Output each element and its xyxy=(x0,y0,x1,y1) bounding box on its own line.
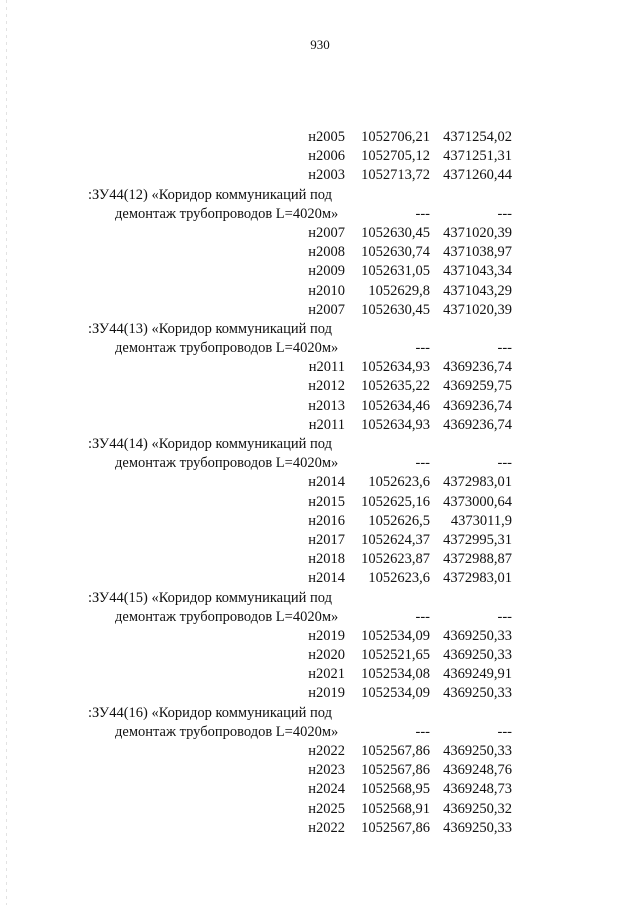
dash-x: --- xyxy=(415,608,430,625)
coordinate-row xyxy=(0,473,640,492)
y-coordinate: 4371254,02 xyxy=(443,129,512,145)
parcel-title-row xyxy=(0,589,640,608)
coordinate-row xyxy=(0,224,640,243)
y-coordinate: 4369236,74 xyxy=(443,397,512,414)
parcel-title: :ЗУ44(12) «Коридор коммуникаций под xyxy=(88,186,332,203)
dash-x: --- xyxy=(415,340,430,357)
dash-x: --- xyxy=(415,455,430,472)
point-name: н2022 xyxy=(308,743,345,759)
coordinate-row xyxy=(0,550,640,569)
x-coordinate: 1052635,22 xyxy=(361,378,430,395)
x-coordinate: 1052630,45 xyxy=(361,224,430,241)
y-coordinate: 4369248,73 xyxy=(443,781,512,798)
y-coordinate: 4369250,33 xyxy=(443,743,512,759)
point-name: н2014 xyxy=(308,570,345,587)
page-number: 930 xyxy=(310,37,330,52)
point-name: н2010 xyxy=(308,282,345,299)
coordinate-row xyxy=(0,358,640,377)
x-coordinate: 1052623,87 xyxy=(361,551,430,568)
point-name: н2022 xyxy=(308,819,345,836)
y-coordinate: 4369250,32 xyxy=(443,800,512,817)
parcel-title: :ЗУ44(15) «Коридор коммуникаций под xyxy=(88,589,332,606)
coordinate-row xyxy=(0,377,640,396)
point-name: н2021 xyxy=(308,666,345,683)
y-coordinate: 4371260,44 xyxy=(443,167,512,184)
parcel-subtitle-row xyxy=(0,454,640,473)
point-name: н2017 xyxy=(308,531,345,548)
point-name: н2013 xyxy=(308,397,345,414)
y-coordinate: 4372995,31 xyxy=(443,531,512,548)
parcel-subtitle: демонтаж трубопроводов L=4020м» xyxy=(115,723,339,740)
coordinate-row xyxy=(0,569,640,588)
parcel-title-row xyxy=(0,320,640,339)
x-coordinate: 1052626,5 xyxy=(368,512,430,529)
x-coordinate: 1052568,95 xyxy=(361,781,430,798)
point-name: н2023 xyxy=(308,762,345,779)
coordinate-row xyxy=(0,512,640,531)
coordinate-row xyxy=(0,243,640,262)
parcel-title-row xyxy=(0,186,640,205)
dash-y: --- xyxy=(497,608,512,625)
y-coordinate: 4369250,33 xyxy=(443,647,512,664)
point-name: н2007 xyxy=(308,224,345,241)
point-name: н2019 xyxy=(308,627,345,644)
y-coordinate: 4373000,64 xyxy=(443,493,512,510)
parcel-subtitle-row xyxy=(0,339,640,358)
x-coordinate: 1052705,12 xyxy=(361,148,430,165)
dash-y: --- xyxy=(497,340,512,357)
point-name: н2009 xyxy=(308,263,345,280)
point-name: н2011 xyxy=(308,359,345,376)
x-coordinate: 1052534,09 xyxy=(361,685,430,702)
x-coordinate: 1052629,8 xyxy=(368,282,430,299)
parcel-subtitle-row xyxy=(0,608,640,627)
parcel-title: :ЗУ44(13) «Коридор коммуникаций под xyxy=(88,320,332,337)
x-coordinate: 1052706,21 xyxy=(361,129,430,145)
y-coordinate: 4371043,34 xyxy=(443,263,512,280)
parcel-subtitle: демонтаж трубопроводов L=4020м» xyxy=(115,608,339,625)
parcel-block xyxy=(0,435,640,589)
x-coordinate: 1052713,72 xyxy=(361,167,430,184)
parcel-title-row xyxy=(0,704,640,723)
x-coordinate: 1052567,86 xyxy=(361,743,430,759)
parcel-subtitle-row xyxy=(0,205,640,224)
y-coordinate: 4369249,91 xyxy=(443,666,512,683)
x-coordinate: 1052624,37 xyxy=(361,531,430,548)
coordinate-row xyxy=(0,282,640,301)
dash-x: --- xyxy=(415,723,430,740)
coordinate-row xyxy=(0,627,640,646)
point-name: н2008 xyxy=(308,244,345,261)
parcel-block xyxy=(0,320,640,435)
x-coordinate: 1052567,86 xyxy=(361,762,430,779)
x-coordinate: 1052634,93 xyxy=(361,359,430,376)
point-name: н2005 xyxy=(308,129,345,145)
coordinate-row xyxy=(0,301,640,320)
y-coordinate: 4369248,76 xyxy=(443,762,512,779)
point-name: н2014 xyxy=(308,474,345,491)
parcel-subtitle: демонтаж трубопроводов L=4020м» xyxy=(115,205,339,222)
x-coordinate: 1052625,16 xyxy=(361,493,430,510)
y-coordinate: 4372983,01 xyxy=(443,474,512,491)
x-coordinate: 1052634,93 xyxy=(361,416,430,433)
point-name: н2007 xyxy=(308,301,345,318)
y-coordinate: 4369250,33 xyxy=(443,627,512,644)
coordinate-row xyxy=(0,684,640,703)
y-coordinate: 4373011,9 xyxy=(450,512,512,529)
parcel-block xyxy=(0,186,640,320)
y-coordinate: 4371020,39 xyxy=(443,301,512,318)
coordinate-row xyxy=(0,531,640,550)
x-coordinate: 1052630,74 xyxy=(361,244,430,261)
point-name: н2012 xyxy=(308,378,345,395)
x-coordinate: 1052568,91 xyxy=(361,800,430,817)
coordinate-row xyxy=(0,646,640,665)
point-name: н2011 xyxy=(308,416,345,433)
dash-y: --- xyxy=(497,205,512,222)
parcel-block xyxy=(0,704,640,838)
point-name: н2016 xyxy=(308,512,345,529)
coordinate-row xyxy=(0,128,640,147)
y-coordinate: 4372983,01 xyxy=(443,570,512,587)
parcel-subtitle: демонтаж трубопроводов L=4020м» xyxy=(115,455,339,472)
parcel-title: :ЗУ44(16) «Коридор коммуникаций под xyxy=(88,704,332,721)
x-coordinate: 1052623,6 xyxy=(368,474,430,491)
parcel-block xyxy=(0,128,640,186)
parcel-block xyxy=(0,589,640,704)
coordinate-row xyxy=(0,761,640,780)
y-coordinate: 4369236,74 xyxy=(443,416,512,433)
point-name: н2019 xyxy=(308,685,345,702)
parcel-title: :ЗУ44(14) «Коридор коммуникаций под xyxy=(88,436,332,452)
coordinate-row xyxy=(0,819,640,838)
point-name: н2003 xyxy=(308,167,345,184)
coordinate-row xyxy=(0,416,640,435)
y-coordinate: 4369236,74 xyxy=(443,359,512,376)
y-coordinate: 4371038,97 xyxy=(443,244,512,261)
parcel-subtitle: демонтаж трубопроводов L=4020м» xyxy=(115,340,339,357)
coordinate-row xyxy=(0,800,640,819)
point-name: н2018 xyxy=(308,551,345,568)
coordinate-row xyxy=(0,166,640,185)
x-coordinate: 1052567,86 xyxy=(361,819,430,836)
y-coordinate: 4369259,75 xyxy=(443,378,512,395)
point-name: н2024 xyxy=(308,781,345,798)
coordinate-row xyxy=(0,665,640,684)
coordinates-listing xyxy=(0,128,640,838)
coordinate-row xyxy=(0,780,640,799)
y-coordinate: 4371020,39 xyxy=(443,224,512,241)
point-name: н2006 xyxy=(308,148,345,165)
x-coordinate: 1052534,08 xyxy=(361,666,430,683)
x-coordinate: 1052521,65 xyxy=(361,647,430,664)
dash-y: --- xyxy=(497,455,512,472)
x-coordinate: 1052634,46 xyxy=(361,397,430,414)
point-name: н2015 xyxy=(308,493,345,510)
x-coordinate: 1052623,6 xyxy=(368,570,430,587)
point-name: н2020 xyxy=(308,647,345,664)
y-coordinate: 4369250,33 xyxy=(443,685,512,702)
y-coordinate: 4369250,33 xyxy=(443,819,512,836)
parcel-title-row xyxy=(0,435,640,454)
y-coordinate: 4372988,87 xyxy=(443,551,512,568)
coordinate-row xyxy=(0,147,640,166)
y-coordinate: 4371043,29 xyxy=(443,282,512,299)
x-coordinate: 1052534,09 xyxy=(361,627,430,644)
dash-x: --- xyxy=(415,205,430,222)
x-coordinate: 1052630,45 xyxy=(361,301,430,318)
parcel-subtitle-row xyxy=(0,723,640,742)
coordinate-row xyxy=(0,493,640,512)
dash-y: --- xyxy=(497,723,512,740)
coordinate-row xyxy=(0,742,640,761)
y-coordinate: 4371251,31 xyxy=(443,148,512,165)
coordinate-row xyxy=(0,262,640,281)
point-name: н2025 xyxy=(308,800,345,817)
coordinate-row xyxy=(0,397,640,416)
x-coordinate: 1052631,05 xyxy=(361,263,430,280)
